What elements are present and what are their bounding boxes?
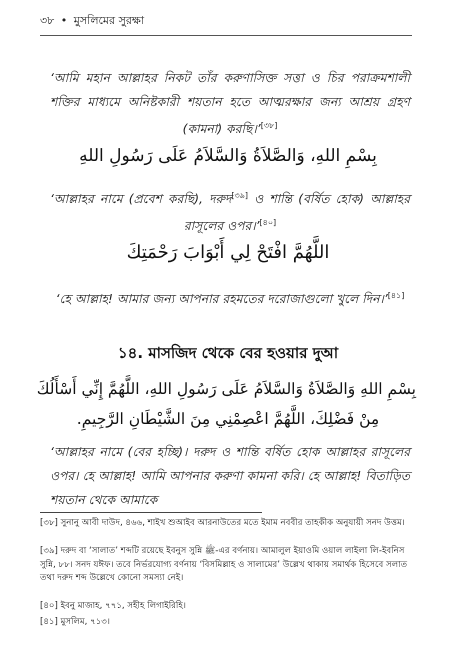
translation-text: ‘আমি মহান আল্লাহর নিকট তাঁর করুণাসিক্ত সত্তা ও চির পরাক্রমশালী শক্তির মাধ্যমে অনিষ্টকারী শয়তান হতে আত্মরক্ষার জন্য আশ্রয় গ্রহণ (কামনা) করছি।’ — [50, 71, 410, 137]
page-header — [40, 12, 144, 31]
translation-paragraph-2 — [50, 184, 410, 238]
section-heading: ১৪. মাসজিদ থেকে বের হওয়ার দুআ — [117, 344, 339, 362]
translation-text: ‘হে আল্লাহ! আমার জন্য আপনার রহমতের দরোজাগুলো খুলে দিন।’ — [55, 292, 388, 307]
arabic-dua-3-line-1: بِسْمِ اللهِ وَالصَّلاَةُ وَالسَّلاَمُ عَلَى رَسُولِ اللهِ، اللَّهُمَّ إِنِّي أَسْأَلُكَ — [36, 380, 416, 398]
footnote-39: [৩৯] দরুদ বা ‘সালাত’ শব্দটি রয়েছে ইবনুস সুন্নি ﷺ-এর বর্ণনায়। আমালুল ইয়াওমি ওয়াল লাইলা লি-ইবনিস সুন্নি, ৮৮। সনদ যঈফ। তবে নির্ভরযোগ্য বর্ণনায় ‘বিসমিল্লাহ ও সালামের’ উল্লেখ থাকায় সমার্থক হিসেবে সলাত তথা দরুদ শব্দ উল্লেখে কোনো সমস্যা নেই। — [40, 546, 408, 583]
translation-text: ‘আল্লাহর নামে (বের হচ্ছি)। দরুদ ও শান্তি বর্ষিত হোক আল্লাহর রাসূলের ওপর। হে আল্লাহ! আমি আপনার করুণা কামনা করি। হে আল্লাহ! বিতাড়িত শয়তান থেকে আমাকে — [50, 445, 410, 507]
header-divider — [40, 35, 412, 36]
footnote-38: [৩৮] সুনানু আবী দাউদ, ৪৬৬, শাইখ শুআইব আরনাউতের মতে ইমাম নববীর তাহকীক অনুযায়ী সনদ উত্তম। — [40, 518, 405, 528]
book-title: মুসলিমের সুরক্ষা — [73, 14, 145, 27]
page-number: ৩৮ — [40, 14, 55, 27]
translation-paragraph-1 — [50, 66, 410, 141]
footnote-41: [৪১] মুসলিম, ৭১৩। — [40, 617, 110, 627]
translation-text: ও শান্তি (বর্ষিত হোক) আল্লাহর রাসূলের ওপর।’ — [183, 192, 410, 234]
footnote-divider — [40, 512, 262, 513]
footnote-40: [৪০] ইবনু মাজাহ, ৭৭১, সহীহ লিগাইরিহি। — [40, 601, 186, 611]
footnote-ref-39: [৩৯] — [231, 191, 249, 200]
header-separator: • — [60, 14, 68, 27]
footnote-ref-40: [৪০] — [259, 218, 277, 228]
arabic-dua-2: اللَّهُمَّ افْتَحْ لِي أَبْوَابَ رَحْمَتِكَ — [126, 242, 330, 263]
arabic-dua-1: بِسْمِ اللهِ، وَالصَّلاَةُ وَالسَّلاَمُ عَلَى رَسُولِ اللهِ — [79, 146, 377, 166]
footnote-ref-41: [৪১] — [387, 291, 405, 300]
translation-paragraph-4 — [50, 440, 410, 512]
arabic-dua-3-line-2: مِنْ فَضْلِكَ، اللَّهُمَّ اعْصِمْنِي مِنَ الشَّيْطَانِ الرَّجِيمِ. — [76, 410, 380, 428]
translation-text: ‘আল্লাহর নামে (প্রবেশ করছি), দরুদ — [50, 192, 232, 207]
footnote-ref-38: [৩৮] — [260, 121, 278, 130]
translation-paragraph-3 — [50, 284, 410, 311]
